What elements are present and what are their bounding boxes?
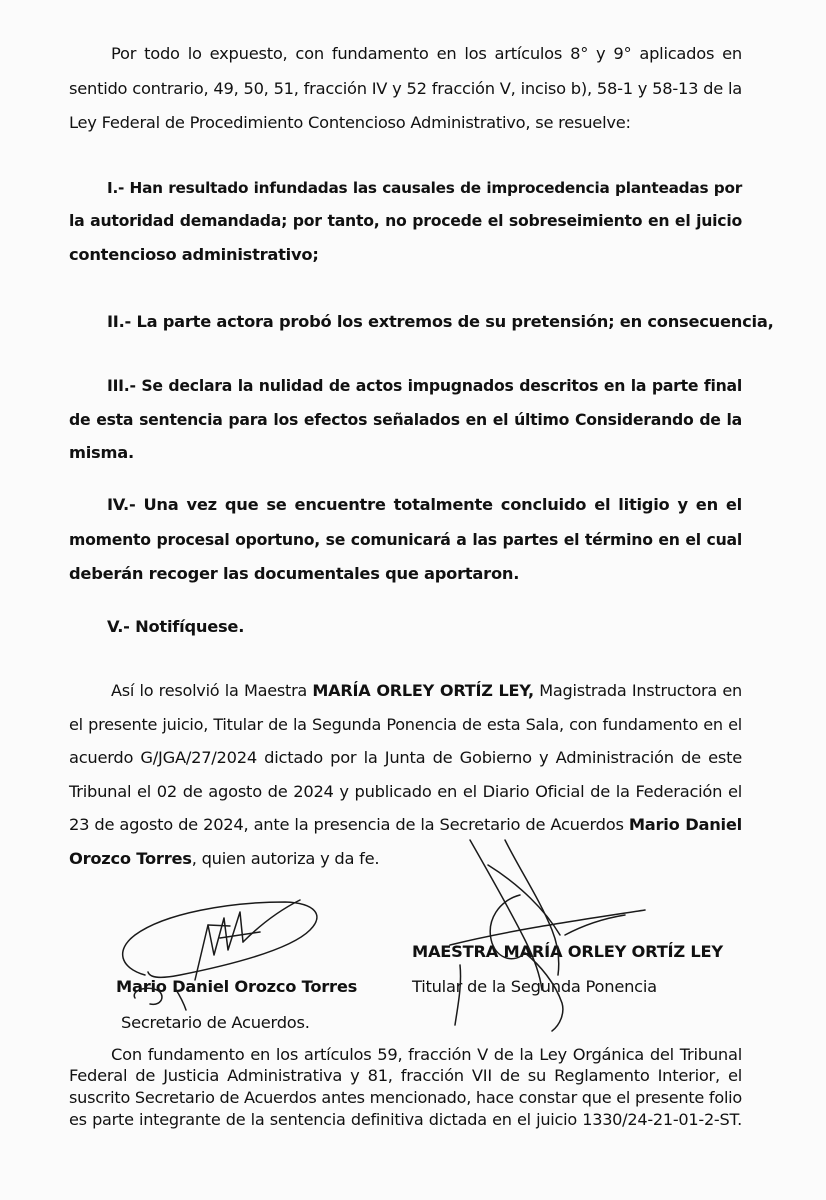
resolution-line-1-pre: Así lo resolvió la Maestra	[111, 681, 313, 700]
resolutivo-1-line-1: I.- Han resultado infundadas las causales de improcedencia planteadas por	[107, 179, 742, 197]
resolutivo-4-line-1: IV.- Una vez que se encuentre totalmente concluido el litigio y en el	[107, 495, 742, 514]
resolutivo-5-line-1: V.- Notifíquese.	[107, 617, 245, 636]
right-signatory-name: MAESTRA MARÍA ORLEY ORTÍZ LEY	[412, 942, 723, 961]
right-signatory-title: Titular de la Segunda Ponencia	[412, 977, 657, 996]
secretary-name-part-1: Mario Daniel	[628, 815, 742, 834]
resolution-line-5-pre: 23 de agosto de 2024, ante la presencia de la Secretario de Acuerdos	[69, 815, 629, 834]
left-signatory-name: Mario Daniel Orozco Torres	[116, 977, 358, 996]
resolutivo-1-line-2: la autoridad demandada; por tanto, no procede el sobreseimiento en el juicio	[69, 211, 742, 230]
resolutivo-4-line-2: momento procesal oportuno, se comunicará a las partes el término en el cual	[69, 530, 742, 549]
right-handwritten-signature	[430, 835, 670, 1035]
resolutivo-3-line-1: III.- Se declara la nulidad de actos impugnados descritos en la parte final	[107, 376, 742, 395]
resolution-line-3: acuerdo G/JGA/27/2024 dictado por la Junta de Gobierno y Administración de este	[69, 748, 742, 767]
left-signatory-title: Secretario de Acuerdos.	[121, 1013, 310, 1032]
secretary-name-part-2: Orozco Torres	[69, 849, 192, 868]
resolutivo-1-line-3: contencioso administrativo;	[69, 245, 319, 264]
intro-line-2: sentido contrario, 49, 50, 51, fracción IV y 52 fracción V, inciso b), 58-1 y 58-13 de la	[69, 79, 742, 98]
resolutivo-4-line-3: deberán recoger las documentales que aportaron.	[69, 564, 520, 583]
resolutivo-2-line-1: II.- La parte actora probó los extremos de su pretensión; en consecuencia,	[107, 312, 774, 331]
resolution-line-2: el presente juicio, Titular de la Segunda Ponencia de esta Sala, con fundamento en el	[69, 715, 742, 734]
resolution-line-1	[111, 681, 742, 701]
resolutivo-3-line-3: misma.	[69, 443, 134, 462]
certification-line-1: Con fundamento en los artículos 59, fracción V de la Ley Orgánica del Tribunal	[111, 1045, 742, 1064]
intro-line-3: Ley Federal de Procedimiento Contencioso Administrativo, se resuelve:	[69, 113, 631, 132]
resolution-line-4: Tribunal el 02 de agosto de 2024 y publicado en el Diario Oficial de la Federación el	[69, 782, 742, 801]
magistrate-name: MARÍA ORLEY ORTÍZ LEY,	[312, 681, 534, 700]
resolution-line-1-post: Magistrada Instructora en	[533, 681, 742, 700]
certification-line-2: Federal de Justicia Administrativa y 81, fracción VII de su Reglamento Interior, el	[69, 1066, 742, 1085]
certification-line-4: es parte integrante de la sentencia definitiva dictada en el juicio 1330/24-21-01-2-ST.	[69, 1110, 742, 1129]
certification-line-3: suscrito Secretario de Acuerdos antes mencionado, hace constar que el presente folio	[69, 1088, 742, 1107]
resolutivo-3-line-2: de esta sentencia para los efectos señalados en el último Considerando de la	[69, 410, 742, 429]
intro-line-1: Por todo lo expuesto, con fundamento en los artículos 8° y 9° aplicados en	[111, 44, 742, 63]
resolution-line-5	[69, 815, 742, 835]
resolution-line-6-post: , quien autoriza y da fe.	[191, 849, 380, 868]
resolution-line-6	[69, 849, 379, 869]
